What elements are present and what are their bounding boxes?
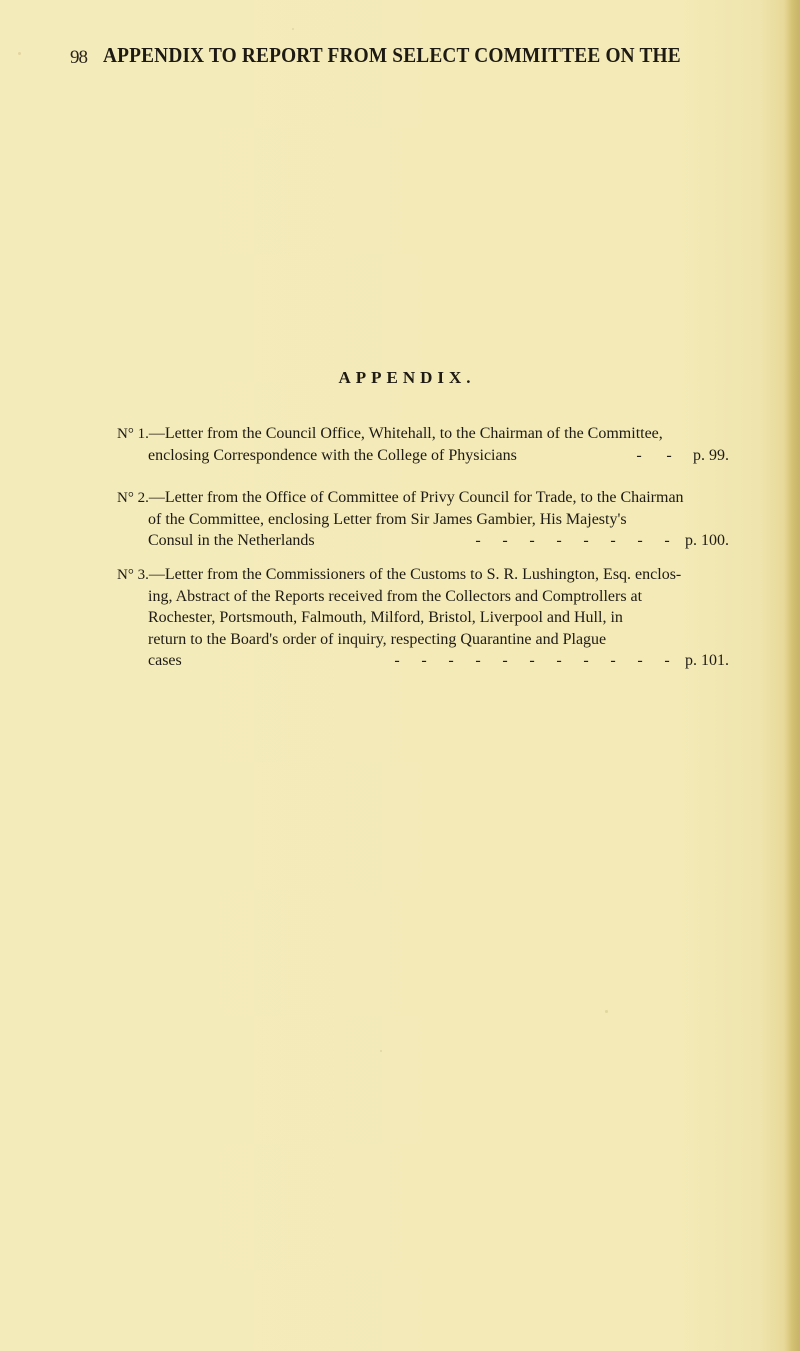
paper-speck [605,1010,608,1013]
entry-continuation-line [117,530,729,552]
paper-speck [380,1050,382,1052]
entry-first-line [117,487,729,509]
page-reference[interactable]: p. 100. [685,532,729,549]
entry-continuation-line [117,629,729,651]
entry-number: N° 2. [117,490,149,506]
entry-text: Letter from the Council Office, Whitehall, to the Chairman of the Committee, [164,425,663,442]
paper-speck [292,28,294,30]
running-title: APPENDIX TO REPORT FROM SELECT COMMITTEE ON THE [103,43,681,67]
page-reference[interactable]: p. 101. [685,652,729,669]
entry-continuation-line [117,509,729,531]
entry-number: N° 3. [117,567,149,583]
entry-text: Letter from the Office of Committee of Privy Council for Trade, to the Chairman [164,489,684,506]
entry-text: of the Committee, enclosing Letter from Sir James Gambier, His Majesty's [148,510,627,528]
dot-leader: - - - - - - - - p. 100. [474,530,729,552]
dot-leader: - - p. 99. [635,445,729,467]
entry-first-line [117,423,729,445]
entry-number: N° 1. [117,426,149,442]
page-number: 98 [70,47,87,68]
appendix-entry-1 [117,423,729,466]
page-edge-shadow [784,0,800,1351]
entry-continuation-line [117,607,729,629]
em-dash: — [148,566,165,583]
em-dash: — [148,489,165,506]
section-heading: APPENDIX. [338,368,476,387]
entry-text: Rochester, Portsmouth, Falmouth, Milford, Bristol, Liverpool and Hull, in [148,609,623,626]
entry-text: Consul in the Netherlands [148,532,315,549]
dot-leader: - - - - - - - - - - - p. 101. [393,650,729,672]
paper-speck [18,52,21,55]
entry-text: enclosing Correspondence with the College of Physicians [148,446,517,464]
entry-continuation-line [117,650,729,672]
entry-text: return to the Board's order of inquiry, respecting Quarantine and Plague [148,630,607,648]
entry-first-line [117,564,729,586]
entry-text: cases [148,652,182,669]
entry-text: ing, Abstract of the Reports received from the Collectors and Comptrollers at [148,587,643,605]
running-head [70,43,750,67]
em-dash: — [148,425,165,442]
appendix-entry-3 [117,564,729,672]
page-reference[interactable]: p. 99. [693,446,729,464]
entry-text: Letter from the Commissioners of the Customs to S. R. Lushington, Esq. enclos- [164,566,682,583]
entry-continuation-line [117,445,729,467]
appendix-entry-2 [117,487,729,552]
entry-continuation-line [117,586,729,608]
